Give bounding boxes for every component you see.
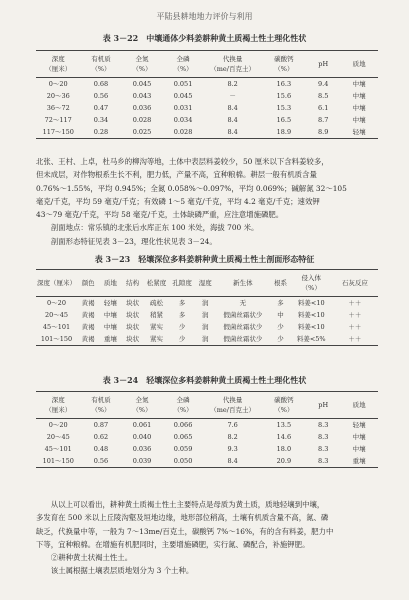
table-cell: 0.059 (173, 445, 193, 453)
table-cell: 6.1 (318, 104, 329, 112)
table-cell: 0.47 (93, 104, 109, 112)
table-cell: 7.6 (227, 421, 238, 429)
table-cell: 13.5 (276, 421, 292, 429)
table-row (36, 114, 378, 126)
table-cell: 黄褐 (81, 311, 95, 319)
para-line: 43～79 毫克/千克，平均 58 毫克/千克，土体缺磷严重，应注意增施磷肥。 (36, 210, 284, 220)
table-row (36, 419, 378, 432)
table-cell: 9.4 (318, 80, 329, 88)
column-header: 全氮 （%） (132, 396, 152, 414)
column-header: 全磷 （%） (173, 396, 193, 414)
column-header: 碳酸钙 （%） (274, 396, 294, 414)
table-cell: 中壤 (352, 104, 366, 112)
table-cell: 料姜<5% (296, 335, 326, 343)
table-cell: 黄褐 (81, 323, 95, 331)
table-row (36, 78, 378, 91)
table-cell: 0.061 (132, 421, 152, 429)
table-cell: 0.48 (93, 445, 109, 453)
table-cell: 36～72 (46, 104, 70, 112)
column-header: 代换量 （me/百克土） (210, 396, 255, 414)
table-cell: 8.7 (318, 116, 329, 124)
table-cell: 中壤 (103, 323, 117, 331)
table-cell: 0.051 (173, 80, 193, 88)
table-cell: 块状 (126, 323, 140, 331)
running-header: 平陆县耕地地力评价与利用 (156, 12, 253, 21)
table-cell: 8.3 (318, 457, 329, 465)
table-cell: 料姜<10 (297, 299, 325, 307)
table-cell: 料姜<10 (297, 311, 325, 319)
table-cell: 黄褐 (81, 299, 95, 307)
table-cell: 0.28 (93, 128, 109, 136)
table-cell: 8.9 (318, 128, 329, 136)
column-header: 结构 (126, 279, 140, 287)
table-cell: 16.3 (276, 80, 292, 88)
table-cell: 0.56 (93, 457, 109, 465)
table-3-24-caption: 表 3－24 轻壤深位多料姜耕种黄土质褐土性土理化性状 (102, 375, 307, 385)
table-3-23 (36, 269, 378, 346)
table-cell: 117～150 (42, 128, 74, 136)
table-cell: 45～101 (42, 323, 71, 331)
table-cell: 稍紧 (150, 311, 163, 319)
table-cell: 0～20 (48, 421, 68, 429)
table-cell: 8.3 (318, 421, 329, 429)
table-cell: 润 (201, 335, 209, 343)
column-header: 质地 (352, 401, 366, 409)
table-cell: 轻壤 (352, 421, 366, 429)
table-cell: 重壤 (103, 335, 117, 343)
column-header: 代换量 （me/百克土） (210, 55, 255, 73)
table-cell: 20～45 (44, 311, 69, 319)
paragraph-2 (36, 498, 378, 578)
table-cell: 18.0 (276, 445, 292, 453)
table-cell: 0.56 (93, 92, 109, 100)
table-cell: 8.2 (227, 433, 238, 441)
table-cell: 0.036 (132, 445, 152, 453)
para-line: 从以上可以看出，耕种黄土质褐土性土主要特点是母质为黄土质，质地轻壤到中壤， (50, 500, 325, 509)
table-cell: 14.6 (276, 433, 292, 441)
column-header: 深度 （厘米） (45, 396, 72, 414)
table-cell: 块状 (126, 311, 140, 319)
table-cell: 润 (201, 299, 209, 307)
table-row (36, 333, 378, 346)
para-line: 缺乏，代换量中等，一般为 7～13me/百克土，碳酸钙 7%～16%，有的含有料姜，肥力中 (36, 526, 334, 536)
table-cell: 无 (239, 299, 247, 307)
table-cell: 8.4 (227, 457, 238, 465)
table-cell: 假菌丝霜状少 (223, 323, 263, 331)
para-line: 北张、王村、上卓，杜马乡的柳沟等地，土体中表层料姜较少，50 厘米以下含料姜较多， (36, 157, 329, 166)
table-cell: 101～150 (42, 457, 74, 465)
table-cell: 45～101 (44, 445, 72, 453)
table-3-24 (36, 391, 378, 468)
para-line: 但未成层，对作物根系生长不利，肥力低，产量不高，宜种粮棉。耕层一般有机质含量 (36, 170, 317, 180)
table-cell: 0.065 (173, 433, 193, 441)
column-header: 碳酸钙 （%） (274, 55, 294, 73)
table-row (36, 297, 378, 310)
table-cell: 0.034 (173, 116, 193, 124)
para-line: 该土属根据土壤表层质地划分为 3 个土种。 (50, 566, 194, 576)
table-cell: 料姜<10 (297, 323, 325, 331)
table-cell: 轻壤 (103, 299, 117, 307)
table-cell: 多 (178, 299, 186, 307)
table-cell: 少 (178, 335, 186, 343)
table-cell: 101～150 (40, 335, 73, 343)
table-cell: 0.87 (93, 421, 109, 429)
column-header: 湿度 (198, 279, 212, 287)
table-cell: 0.045 (173, 92, 193, 100)
para-line: 0.76%～1.55%，平均 0.945%；全氮 0.058%～0.097%，平均 0.069%；碱解氮 32～105 (36, 183, 347, 193)
table-row (36, 90, 378, 102)
column-header: 质地 (103, 279, 117, 287)
table-row (36, 321, 378, 333)
table-row (36, 126, 378, 139)
table-cell: 8.3 (318, 433, 329, 441)
table-cell: 0.031 (173, 104, 193, 112)
table-cell: 中壤 (352, 92, 366, 100)
table-cell: 8.4 (227, 116, 238, 124)
table-3-22-caption: 表 3－22 中壤通体少料姜耕种黄土质褐土性土理化性状 (102, 33, 307, 43)
table-cell: 8.2 (227, 80, 238, 88)
paragraph-1 (36, 155, 378, 248)
table-cell: 0.045 (132, 80, 152, 88)
table-row (36, 102, 378, 114)
column-header: 质地 (352, 60, 366, 68)
table-cell: 紧实 (150, 323, 163, 331)
table-cell: 0.040 (132, 433, 152, 441)
column-header: 颜色 (81, 279, 95, 287)
table-cell: 0.34 (93, 116, 109, 124)
table-row (36, 443, 378, 455)
para-line: 剖面形态特征见表 3－23，理化性状见表 3－24。 (50, 236, 217, 246)
table-cell: 多 (178, 311, 186, 319)
table-cell: 中壤 (352, 433, 366, 441)
para-line: 毫克/千克，平均 59 毫克/千克；有效磷 1～5 毫克/千克，平均 4.2 毫克/千克；速效钾 (36, 196, 320, 206)
table-cell: 假菌丝霜状少 (223, 335, 263, 343)
table-cell: ＋＋ (348, 335, 362, 343)
column-header: 全氮 （%） (132, 55, 152, 73)
table-cell: 0.68 (93, 80, 109, 88)
column-header: 松紧度 (146, 279, 167, 287)
column-header: 孔隙度 (172, 279, 192, 287)
column-header: 全磷 （%） (173, 55, 193, 73)
table-cell: 疏松 (150, 299, 163, 307)
table-cell: 重壤 (352, 457, 366, 465)
table-cell: 0.028 (173, 128, 193, 136)
table-cell: 72～117 (44, 116, 72, 124)
column-header: 深度 （厘米） (45, 55, 72, 73)
table-cell: 少 (277, 323, 284, 331)
table-cell: 0.028 (132, 116, 152, 124)
table-cell: 紧实 (150, 335, 163, 343)
para-line: 多发育在 500 米以上丘陵沟壑及垣地边缘，地形部位稍高，土壤有机质含量不高，氮、磷 (36, 513, 329, 523)
table-cell: 0～20 (48, 80, 68, 88)
table-cell: 20.9 (276, 457, 292, 465)
table-cell: 轻壤 (352, 128, 366, 136)
table-cell: 中壤 (352, 116, 366, 124)
table-cell: 15.6 (276, 92, 292, 100)
table-cell: 润 (201, 323, 209, 331)
para-line: ②耕种黄土状褐土性土。 (50, 553, 133, 563)
table-3-23-caption: 表 3－23 轻壤深位多料姜耕种黄土质褐土性土剖面形态特征 (94, 254, 315, 264)
table-cell: 中 (277, 311, 284, 319)
table-cell: － (229, 92, 236, 100)
column-header: pH (318, 401, 329, 409)
table-cell: 0.025 (132, 128, 152, 136)
table-cell: 8.4 (227, 128, 238, 136)
table-cell: 中壤 (352, 80, 366, 88)
column-header: 深度（厘米） (37, 279, 77, 287)
table-cell: 少 (178, 323, 186, 331)
table-cell: 少 (277, 335, 284, 343)
table-cell: 9.3 (227, 445, 238, 453)
table-row (36, 431, 378, 443)
table-cell: 8.3 (318, 445, 329, 453)
table-cell: 多 (277, 299, 284, 307)
para-line: 剖面地点：常乐镇的北张后水库正东 100 米处，海拔 700 米。 (50, 223, 259, 233)
column-header: 有机质 （%） (91, 55, 111, 73)
table-cell: 20～36 (46, 92, 70, 100)
table-cell: 8.4 (227, 104, 238, 112)
table-cell: 块状 (126, 299, 140, 307)
table-cell: 假菌丝霜状少 (223, 311, 263, 319)
table-row (36, 309, 378, 321)
table-cell: ＋＋ (348, 299, 362, 307)
table-cell: 0.036 (132, 104, 152, 112)
table-cell: 0.62 (93, 433, 109, 441)
table-cell: 块状 (126, 335, 140, 343)
table-3-22 (36, 50, 378, 139)
column-header: 根系 (273, 279, 287, 287)
table-cell: 0.050 (173, 457, 193, 465)
table-cell: ＋＋ (348, 311, 362, 319)
table-cell: 16.5 (276, 116, 292, 124)
table-cell: 18.9 (276, 128, 292, 136)
column-header: 侵入体 （%） (301, 274, 321, 292)
column-header: 新生体 (233, 279, 253, 287)
table-cell: 中壤 (352, 445, 366, 453)
column-header: pH (318, 60, 329, 68)
column-header: 石灰反应 (341, 279, 368, 287)
table-cell: 0.043 (132, 92, 152, 100)
table-cell: 20～45 (46, 433, 70, 441)
table-cell: 0～20 (47, 299, 66, 307)
table-cell: 0.066 (173, 421, 193, 429)
table-row (36, 455, 378, 468)
table-cell: 中壤 (103, 311, 117, 319)
table-cell: 15.3 (276, 104, 292, 112)
table-cell: 黄褐 (81, 335, 95, 343)
table-cell: 润 (201, 311, 209, 319)
table-cell: ＋＋ (348, 323, 362, 331)
table-cell: 0.039 (132, 457, 152, 465)
column-header: 有机质 （%） (91, 396, 111, 414)
table-cell: 8.5 (318, 92, 329, 100)
para-line: 下等，宜种粮棉。在增施有机肥同时，主要增施磷肥，实行氮、磷配合，补施钾肥。 (36, 539, 310, 549)
